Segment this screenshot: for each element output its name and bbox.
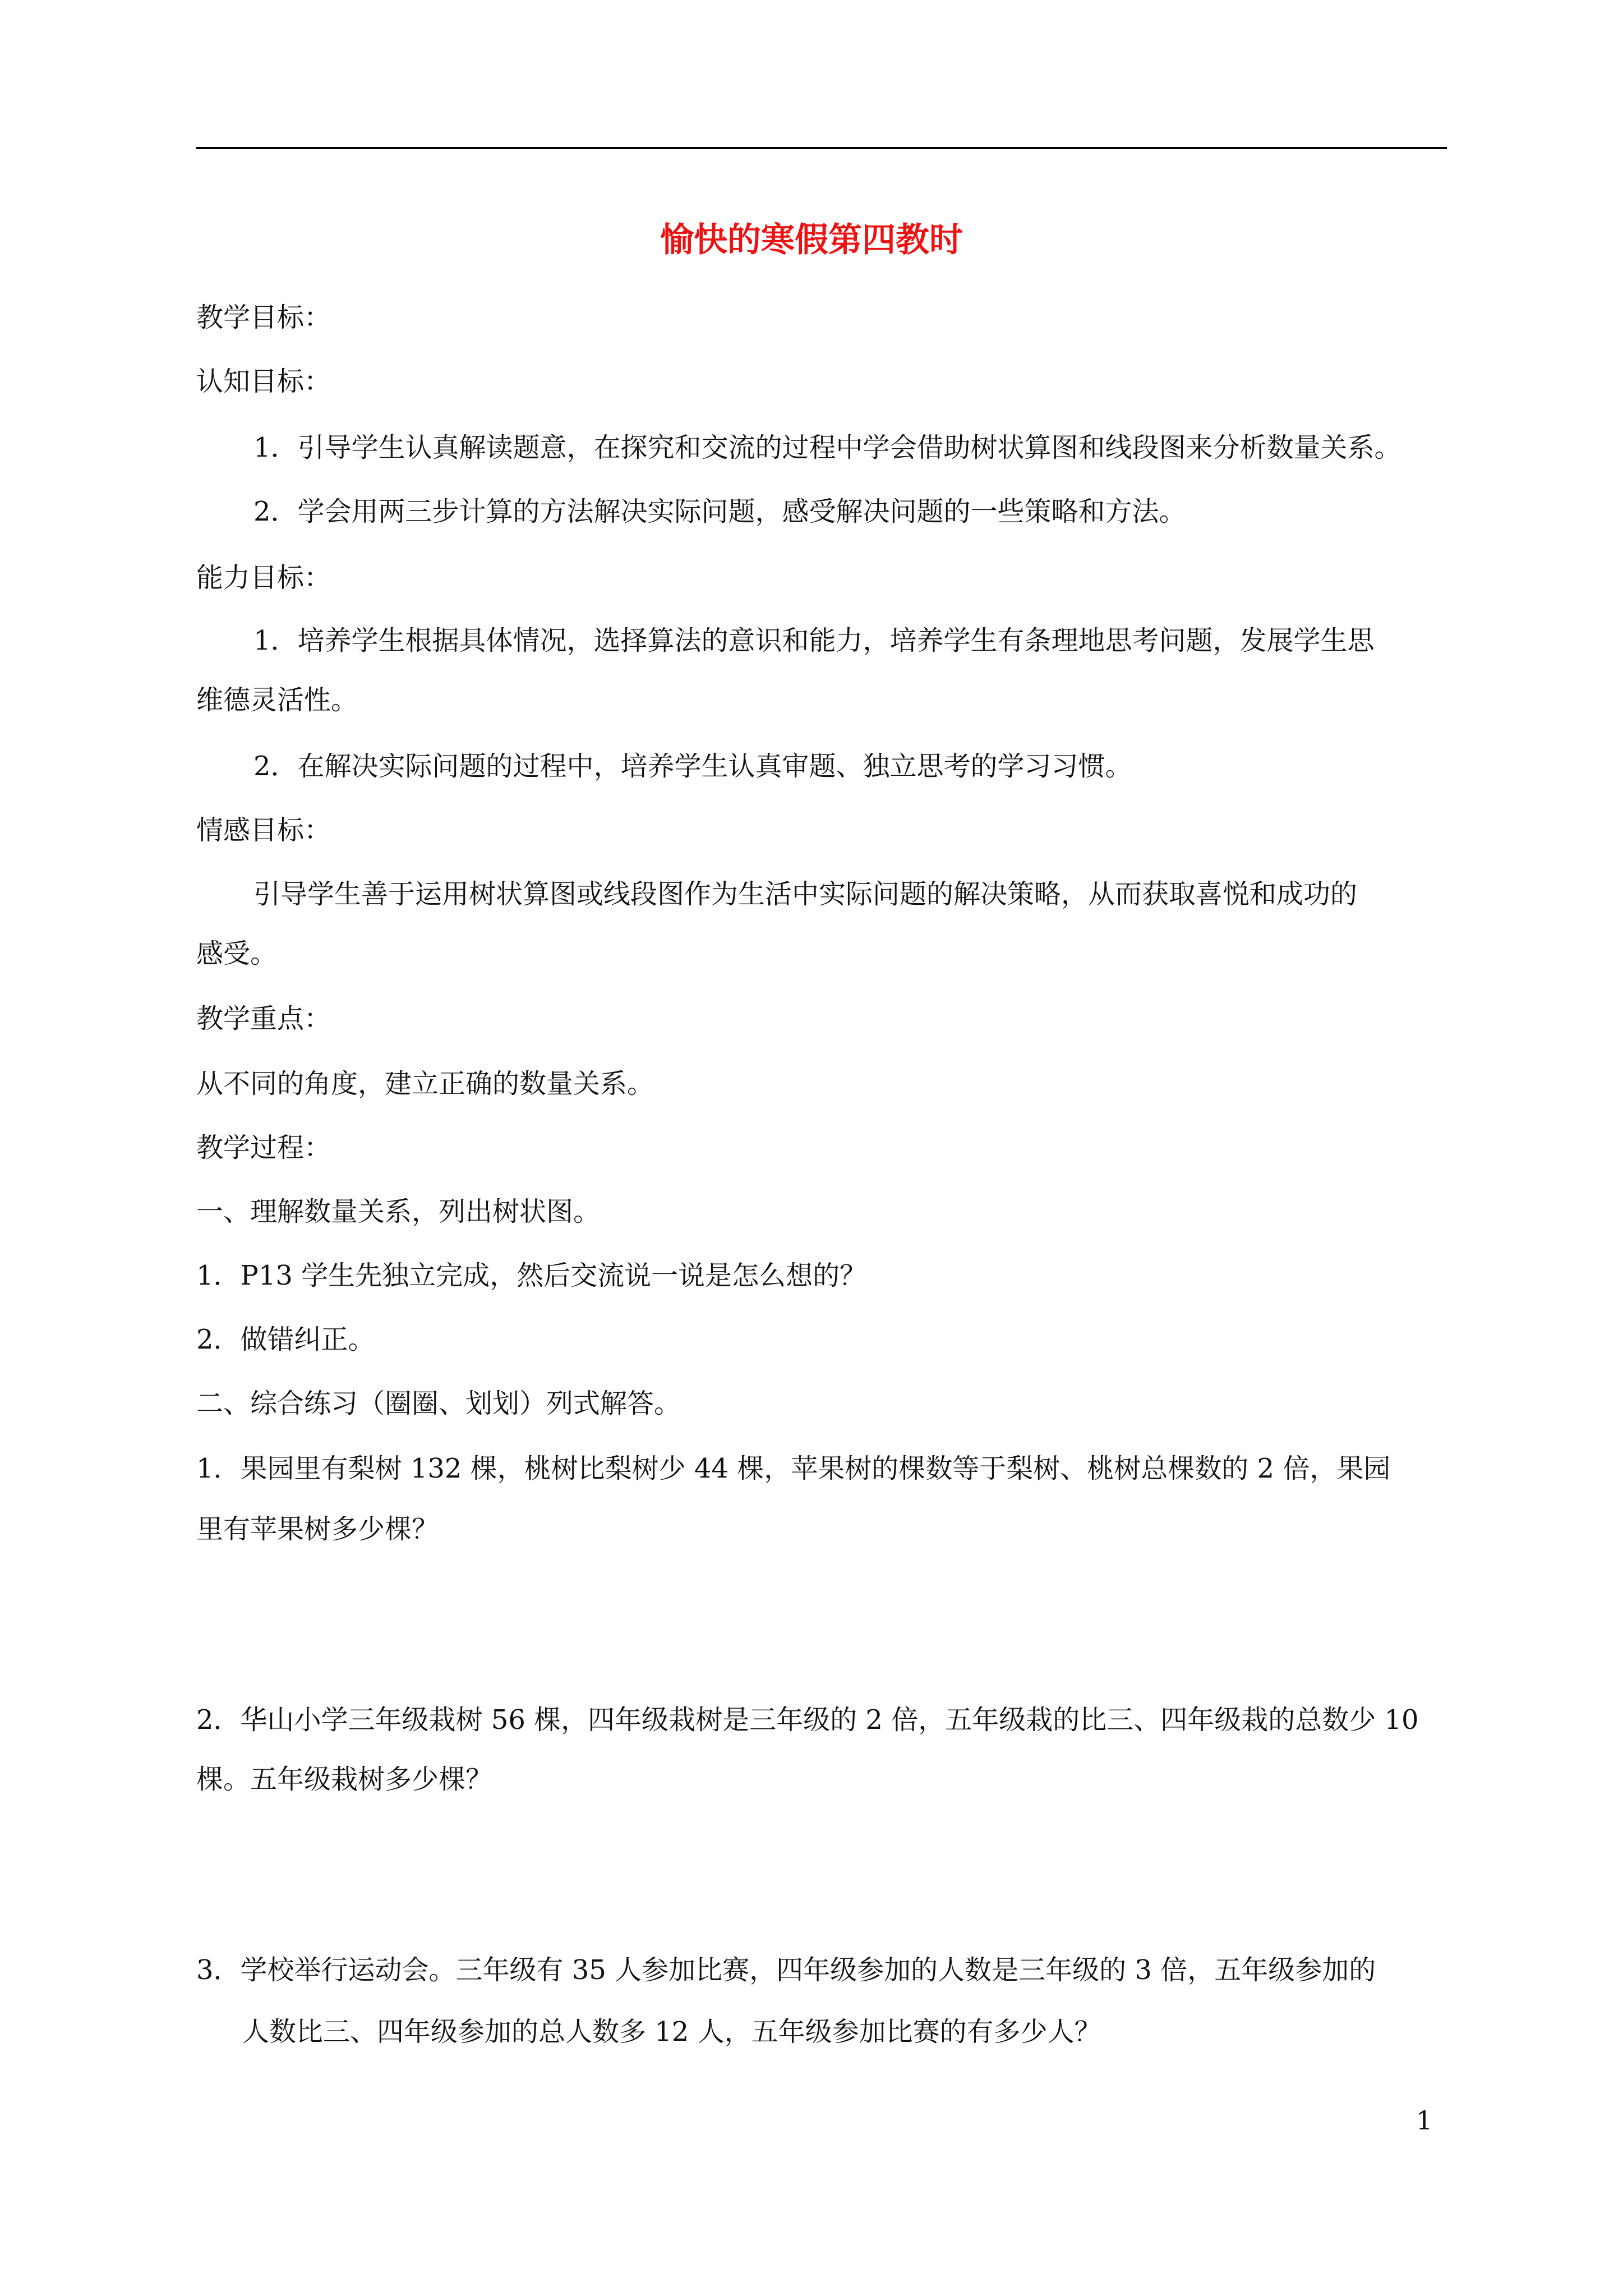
page-number: 1: [1416, 2105, 1433, 2136]
document-title: 愉快的寒假第四教时: [660, 220, 963, 260]
exercise-3-cont: 人数比三、四年级参加的总人数多 12 人，五年级参加比赛的有多少人？: [242, 2016, 1101, 2047]
exercise-3: 3．学校举行运动会。三年级有 35 人参加比赛，四年级参加的人数是三年级的 3 倍，五年级参加的: [196, 1954, 1376, 1986]
header-rule: [196, 147, 1447, 149]
subheading-cognitive-goals: 认知目标：: [196, 366, 331, 397]
paragraph-line: 1．P13 学生先独立完成，然后交流说一说是怎么想的？: [196, 1260, 867, 1291]
exercise-2: 2．华山小学三年级栽树 56 棵，四年级栽树是三年级的 2 倍，五年级栽的比三、四年级栽的总数少 10: [196, 1704, 1419, 1736]
exercise-1-cont: 里有苹果树多少棵？: [196, 1513, 439, 1545]
section-heading-key-points: 教学重点：: [196, 1003, 331, 1034]
exercise-2-cont: 棵。五年级栽树多少棵？: [196, 1764, 493, 1795]
subheading-emotional-goals: 情感目标：: [196, 815, 331, 846]
paragraph-line: 2．学会用两三步计算的方法解决实际问题，感受解决问题的一些策略和方法。: [253, 496, 1186, 527]
paragraph-line: 2．做错纠正。: [196, 1324, 375, 1355]
paragraph-line: 从不同的角度，建立正确的数量关系。: [196, 1068, 654, 1099]
paragraph-line: 引导学生善于运用树状算图或线段图作为生活中实际问题的解决策略，从而获取喜悦和成功的: [253, 878, 1358, 910]
paragraph-line: 1．引导学生认真解读题意，在探究和交流的过程中学会借助树状算图和线段图来分析数量关系。: [253, 432, 1401, 463]
paragraph-line: 维德灵活性。: [196, 684, 358, 716]
paragraph-line: 1．培养学生根据具体情况，选择算法的意识和能力，培养学生有条理地思考问题，发展学生思: [253, 625, 1375, 656]
exercise-1: 1．果园里有梨树 132 棵，桃树比梨树少 44 棵，苹果树的棵数等于梨树、桃树总棵数的 2 倍，果园: [196, 1453, 1391, 1484]
paragraph-line: 一、理解数量关系，列出树状图。: [196, 1196, 601, 1227]
paragraph-line: 2．在解决实际问题的过程中，培养学生认真审题、独立思考的学习习惯。: [253, 751, 1132, 782]
section-heading-teaching-process: 教学过程：: [196, 1132, 331, 1163]
paragraph-line: 二、综合练习（圈圈、划划）列式解答。: [196, 1388, 681, 1419]
subheading-ability-goals: 能力目标：: [196, 562, 331, 593]
section-heading-teaching-goals: 教学目标：: [196, 302, 331, 333]
paragraph-line: 感受。: [196, 938, 278, 969]
